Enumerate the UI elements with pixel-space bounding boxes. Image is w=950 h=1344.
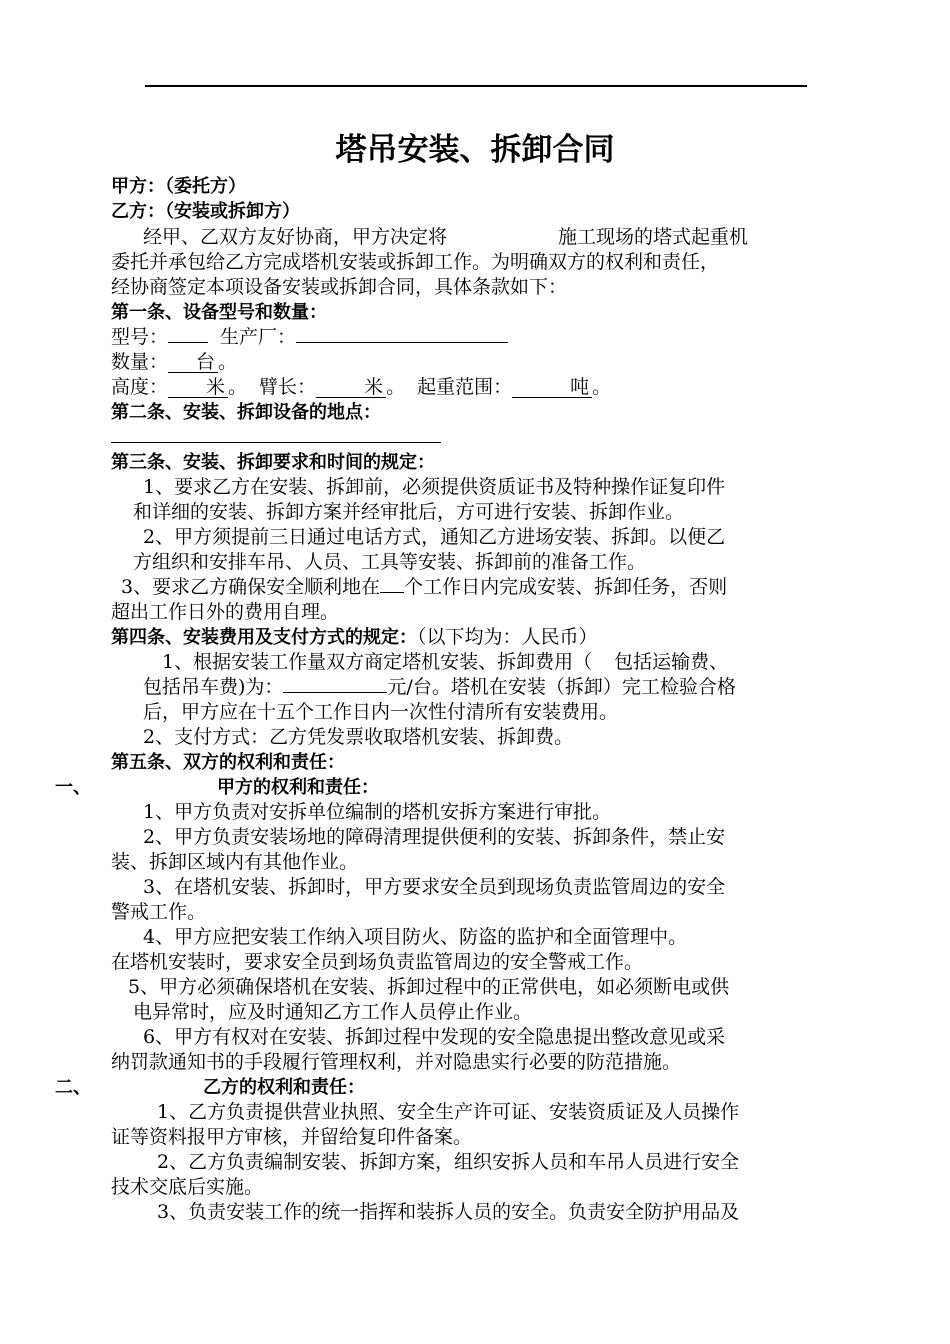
art3-p3-line-1 [121, 575, 727, 600]
section-1-number: 一、 [55, 777, 91, 798]
article-1-heading: 第一条、设备型号和数量： [111, 302, 327, 323]
article-2-heading: 第二条、安装、拆卸设备的地点： [111, 402, 381, 423]
a6-line-2: 纳罚款通知书的手段履行管理权利，并对隐患实行必要的防范措施。 [111, 1051, 682, 1073]
height-label: 高度： [111, 376, 169, 398]
document-title: 塔吊安装、拆卸合同 [335, 132, 615, 168]
a2-line-2: 装、拆卸区域内有其他作业。 [111, 851, 359, 873]
art3-p1-line-2: 和详细的安装、拆卸方案并经审批后，方可进行安装、拆卸作业。 [133, 501, 685, 523]
art3-p2-line-1: 2、甲方须提前三日通过电话方式，通知乙方进场安装、拆卸。以便乙 [143, 526, 726, 548]
art3-p3-text-b: 个工作日内完成安装、拆卸任务，否则 [404, 576, 728, 598]
b2-line-1: 2、乙方负责编制安装、拆卸方案，组织安拆人员和车吊人员进行安全 [157, 1151, 740, 1173]
art4-p2: 2、支付方式：乙方凭发票收取塔机安装、拆卸费。 [143, 726, 574, 748]
party-b-line: 乙方：（安装或拆卸方） [111, 201, 300, 222]
art4-p1-text-c: 包括吊车费)为： [143, 676, 284, 698]
arm-end: 。 [386, 376, 406, 398]
art3-p1-line-1: 1、要求乙方在安装、拆卸前，必须提供资质证书及特种操作证复印件 [143, 476, 726, 498]
lift-unit: 吨 [512, 377, 592, 398]
lift-end: 。 [592, 376, 612, 398]
a4-line-2: 在塔机安装时，要求安全员到场负责监管周边的安全警戒工作。 [111, 951, 644, 973]
quantity-end: 。 [218, 351, 238, 373]
article-5-heading: 第五条、双方的权利和责任： [111, 752, 345, 773]
intro-line-1 [111, 225, 748, 250]
quantity-line [111, 350, 237, 375]
a6-line-1: 6、甲方有权对在安装、拆卸过程中发现的安全隐患提出整改意见或采 [143, 1026, 726, 1048]
fee-blank [283, 692, 387, 693]
b1-line-1: 1、乙方负责提供营业执照、安全生产许可证、安装资质证及人员操作 [157, 1101, 740, 1123]
art4-p1-line-1 [162, 650, 728, 675]
b2-line-2: 技术交底后实施。 [111, 1176, 264, 1198]
intro-line-2: 委托并承包给乙方完成塔机安装或拆卸工作。为明确双方的权利和责任， [111, 251, 720, 273]
article-3-heading: 第三条、安装、拆卸要求和时间的规定： [111, 452, 435, 473]
section-1-title: 甲方的权利和责任： [217, 777, 379, 798]
art3-p3-line-2: 超出工作日外的费用自理。 [111, 601, 340, 623]
b1-line-2: 证等资料报甲方审核，并留给复印件备案。 [111, 1126, 473, 1148]
section-2-title: 乙方的权利和责任： [203, 1077, 365, 1098]
a5-line-1: 5、甲方必须确保塔机在安装、拆卸过程中的正常供电，如必须断电或供 [128, 976, 730, 998]
arm-unit: 米 [316, 377, 386, 398]
a3-line-2: 警戒工作。 [111, 901, 207, 923]
maker-label: 生产厂： [220, 326, 297, 348]
height-line [111, 375, 611, 400]
model-line [111, 325, 508, 350]
height-end: 。 [228, 376, 248, 398]
currency-note: （以下均为：人民币） [417, 626, 598, 648]
art4-p1-line-2 [143, 675, 736, 700]
a4-line-1: 4、甲方应把安装工作纳入项目防火、防盗的监护和全面管理中。 [143, 926, 688, 948]
model-label: 型号： [111, 326, 169, 348]
header-rule [145, 85, 807, 87]
quantity-label: 数量： [111, 351, 169, 373]
section-2-number: 二、 [55, 1077, 91, 1098]
art4-p1-text-b: 包括运输费、 [614, 651, 729, 673]
b3-line-1: 3、负责安装工作的统一指挥和装拆人员的安全。负责安全防护用品及 [157, 1201, 740, 1223]
a5-line-2: 电异常时，应及时通知乙方工作人员停止作业。 [133, 1001, 533, 1023]
intro-text-1a: 经甲、乙双方友好协商，甲方决定将 [143, 226, 448, 248]
a2-line-1: 2、甲方负责安装场地的障碍清理提供便利的安装、拆卸条件，禁止安 [143, 826, 726, 848]
party-a-line: 甲方：（委托方） [111, 176, 246, 197]
article-4-heading-line [111, 625, 598, 650]
model-blank [168, 342, 208, 343]
workdays-blank [380, 592, 404, 593]
height-unit: 米 [168, 377, 228, 398]
lift-label: 起重范围： [417, 376, 513, 398]
arm-label: 臂长： [259, 376, 317, 398]
a1-line: 1、甲方负责对安拆单位编制的塔机安拆方案进行审批。 [143, 801, 612, 823]
art4-p1-text-d: 元/台。塔机在安装（拆卸）完工检验合格 [387, 676, 736, 698]
maker-blank [296, 342, 508, 343]
art4-p1-text-a: 1、根据安装工作量双方商定塔机安装、拆卸费用（ [162, 651, 593, 673]
article-4-heading: 第四条、安装费用及支付方式的规定： [111, 627, 417, 648]
art3-p3-text-a: 3、要求乙方确保安全顺利地在 [121, 576, 381, 598]
art3-p2-line-2: 方组织和安排车吊、人员、工具等安装、拆卸前的准备工作。 [133, 551, 647, 573]
intro-text-1b: 施工现场的塔式起重机 [558, 226, 749, 248]
a3-line-1: 3、在塔机安装、拆卸时，甲方要求安全员到现场负责监管周边的安全 [143, 876, 726, 898]
art4-p1-line-3: 后，甲方应在十五个工作日内一次性付清所有安装费用。 [143, 701, 619, 723]
intro-line-3: 经协商签定本项设备安装或拆卸合同，具体条款如下： [111, 276, 568, 298]
location-blank [111, 442, 441, 443]
quantity-unit: 台 [168, 352, 218, 373]
